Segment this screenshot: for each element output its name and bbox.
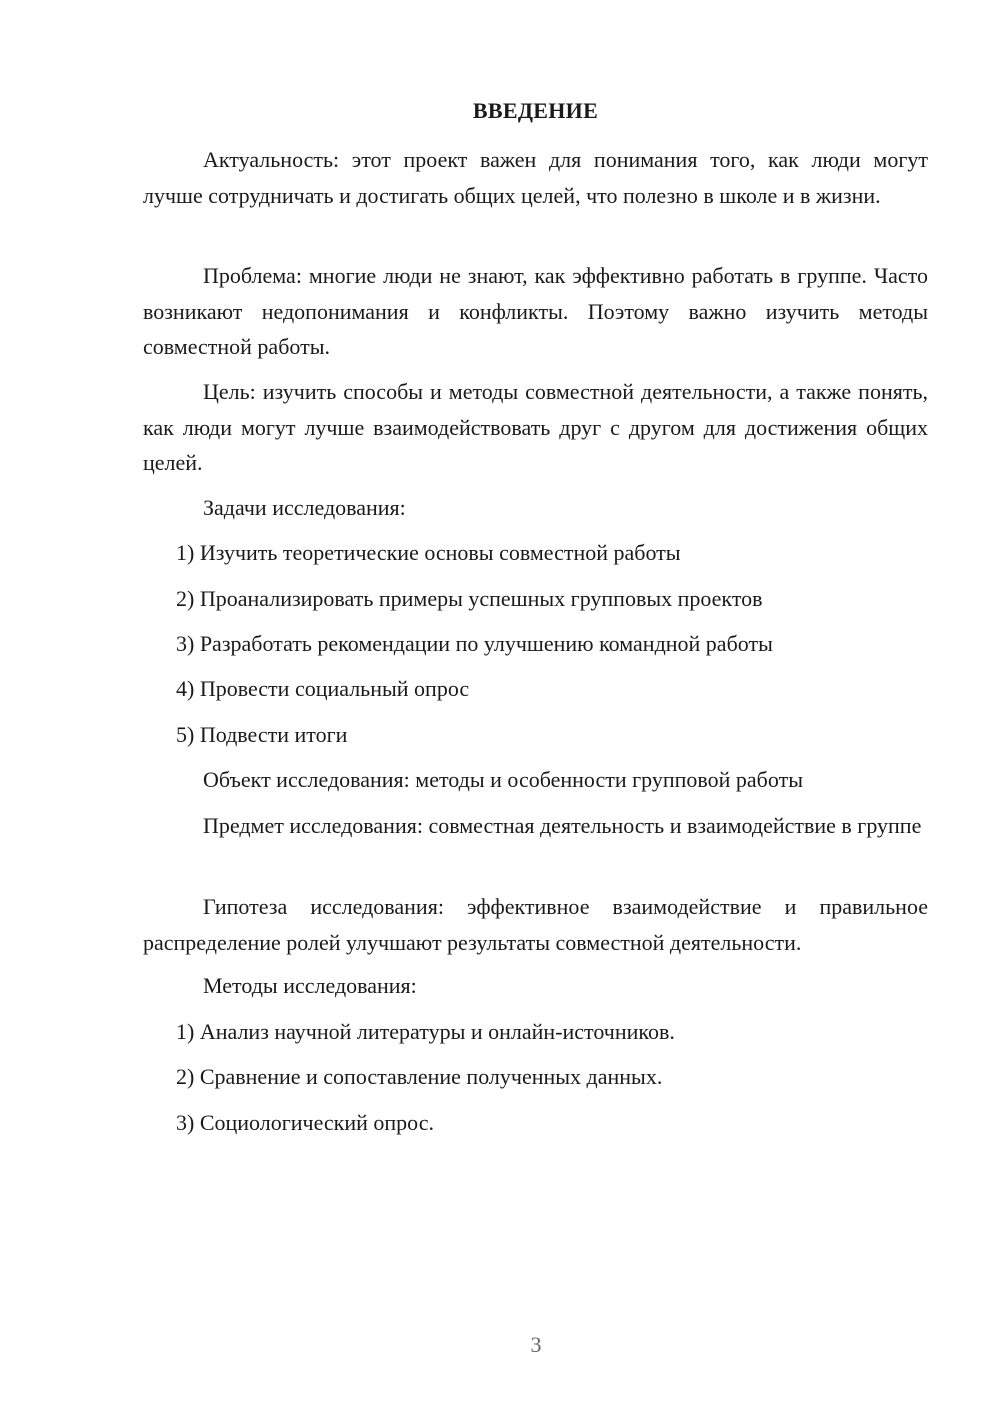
research-subject: Предмет исследования: совместная деятельность и взаимодействие в группе [203, 813, 922, 838]
method-item-2: 2) Сравнение и сопоставление полученных данных. [176, 1064, 663, 1089]
paragraph-relevance: Актуальность: этот проект важен для понимания того, как люди могут лучше сотрудничать и достигать общих целей, что полезно в школе и в жизни. [143, 147, 928, 208]
paragraph-goal: Цель: изучить способы и методы совместной деятельности, а также понять, как люди могут лучше взаимодействовать друг с другом для достижения общих целей. [143, 379, 928, 475]
research-object: Объект исследования: методы и особенности групповой работы [203, 767, 803, 792]
methods-heading: Методы исследования: [203, 973, 417, 998]
task-item-3: 3) Разработать рекомендации по улучшению командной работы [176, 631, 773, 656]
task-item-2: 2) Проанализировать примеры успешных групповых проектов [176, 586, 763, 611]
research-hypothesis: Гипотеза исследования: эффективное взаимодействие и правильное распределение ролей улучшают результаты совместной деятельности. [143, 894, 928, 955]
task-item-1: 1) Изучить теоретические основы совместной работы [176, 540, 681, 565]
tasks-heading: Задачи исследования: [203, 495, 406, 520]
page-number: 3 [530, 1332, 542, 1357]
method-item-1: 1) Анализ научной литературы и онлайн-источников. [176, 1019, 675, 1044]
paragraph-problem: Проблема: многие люди не знают, как эффективно работать в группе. Часто возникают недопонимания и конфликты. Поэтому важно изучить методы совместной работы. [143, 263, 928, 359]
task-item-5: 5) Подвести итоги [176, 722, 348, 747]
document-title: ВВЕДЕНИЕ [472, 98, 599, 123]
method-item-3: 3) Социологический опрос. [176, 1110, 434, 1135]
task-item-4: 4) Провести социальный опрос [176, 676, 470, 701]
